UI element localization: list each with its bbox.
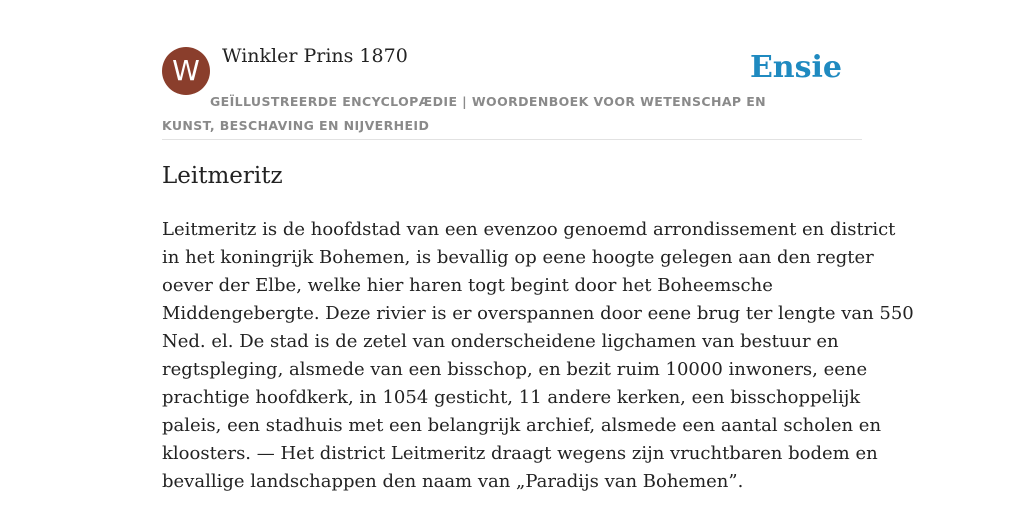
body-line: regtspleging, alsmede van een bisschop, en bezit ruim 10000 inwoners, eene [162,359,868,380]
body-line: Ned. el. De stad is de zetel van onderscheidene ligchamen van bestuur en [162,331,839,352]
body-line: oever der Elbe, welke hier haren togt begint door het Boheemsche [162,275,773,296]
body-line: prachtige hoofdkerk, in 1054 gesticht, 11 andere kerken, een bisschoppelijk [162,387,861,408]
entry-body [162,216,914,496]
body-line: Middengebergte. Deze rivier is er overspannen door eene brug ter lengte van 550 [162,303,914,324]
body-line: paleis, een stadhuis met een belangrijk archief, alsmede een aantal scholen en [162,415,882,436]
body-line: bevallige landschappen den naam van „Paradijs van Bohemen”. [162,471,744,492]
body-line: in het koningrijk Bohemen, is bevallig op eene hoogte gelegen aan den regter [162,247,874,268]
entry-title: Leitmeritz [162,163,283,189]
body-line: Leitmeritz is de hoofdstad van een evenzoo genoemd arrondissement en district [162,219,896,240]
brand-logo[interactable]: Ensie [749,50,842,85]
source-subtitle: GEÏLLUSTREERDE ENCYCLOPÆDIE | WOORDENBOEK VOOR WETENSCHAP EN KUNST, BESCHAVING EN NIJVERHEID [162,94,767,133]
body-line: kloosters. — Het district Leitmeritz draagt wegens zijn vruchtbaren bodem en [162,443,878,464]
source-avatar: W [162,47,210,95]
source-title[interactable]: Winkler Prins 1870 [222,45,408,67]
header-divider [162,139,862,140]
